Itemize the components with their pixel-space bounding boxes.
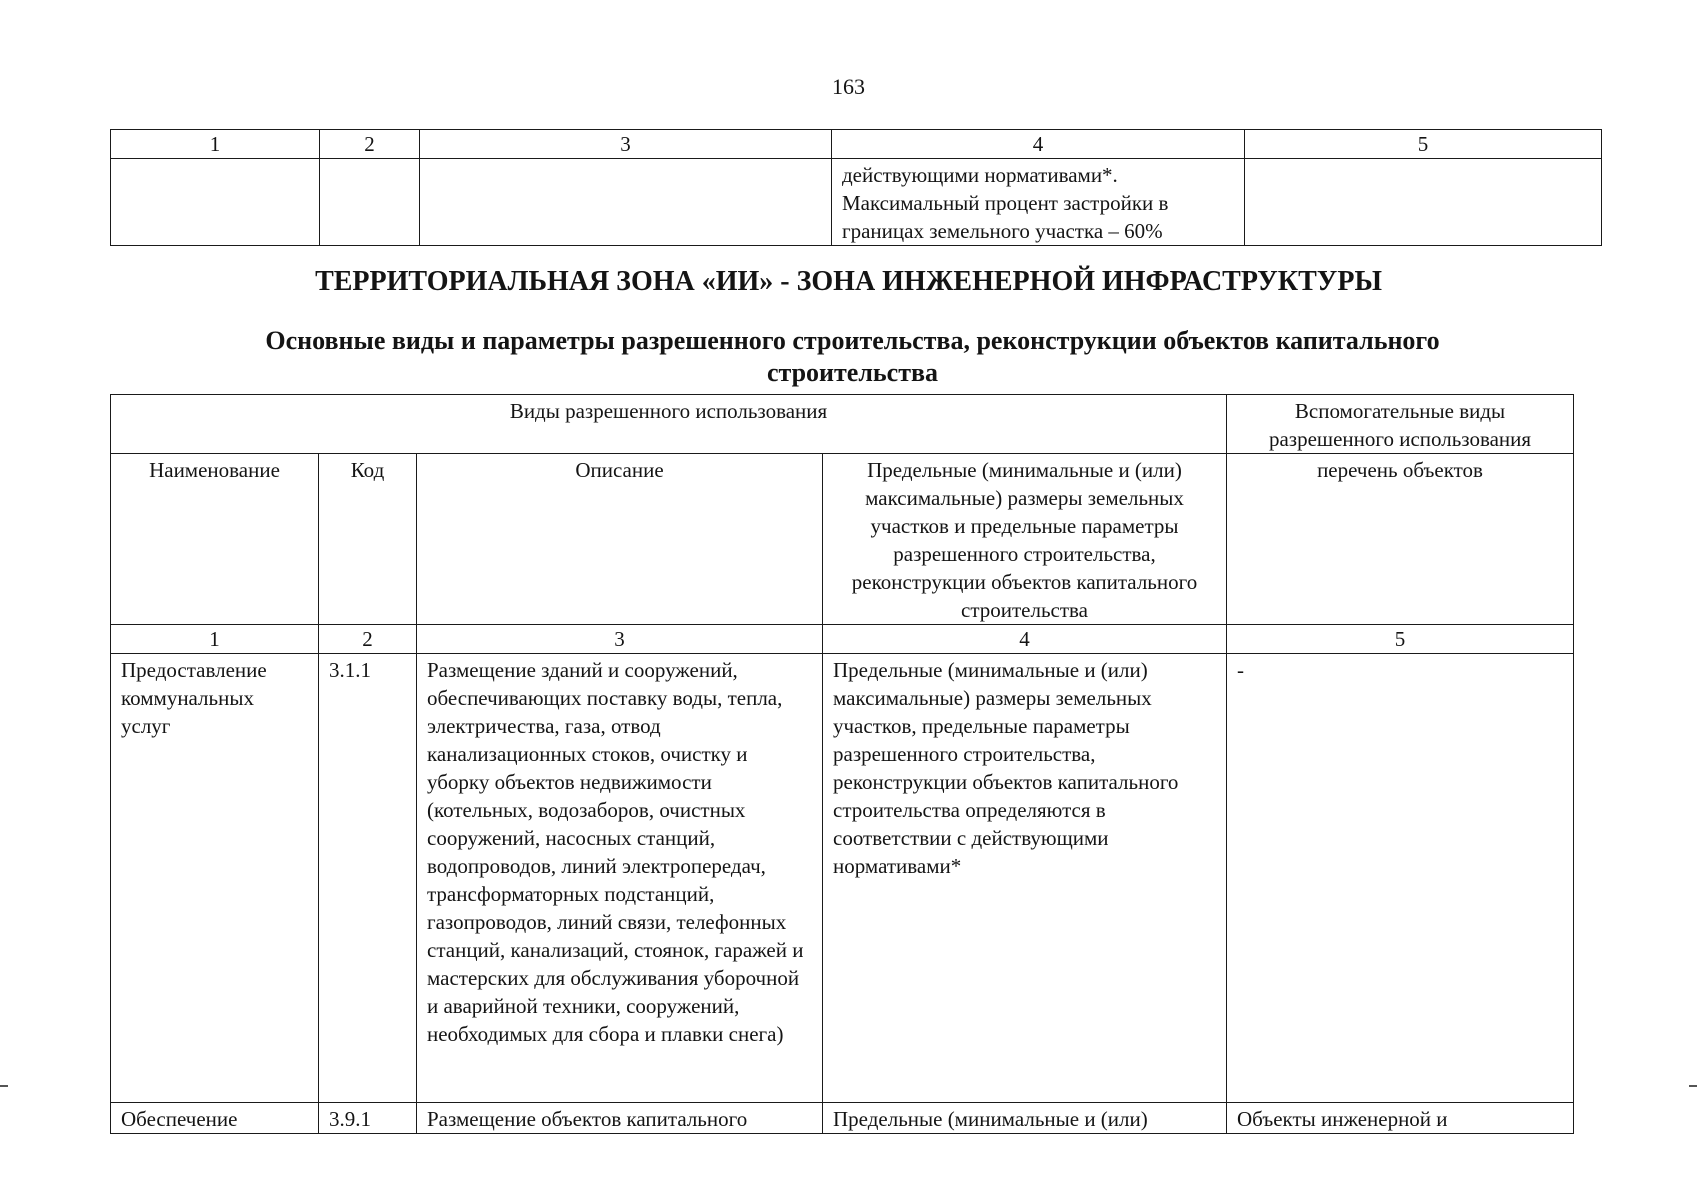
column-number-row — [111, 130, 1602, 159]
column-number-row — [111, 625, 1574, 654]
use-description-cell: Размещение объектов капитального — [417, 1103, 823, 1134]
description-column-header: Описание — [417, 454, 823, 625]
section-subtitle: Основные виды и параметры разрешенного строительства, реконструкции объектов капитального строительства — [265, 326, 1440, 387]
column-header-row — [111, 454, 1574, 625]
table-row — [111, 1103, 1574, 1134]
use-limits-cell: Предельные (минимальные и (или) максимальные) размеры земельных участков, предельные параметры разрешенного строительства, реконструкции объектов капитального строительства определяются в соответствии с действующими нормативами* — [823, 654, 1227, 1103]
use-name-cell: Предоставление коммунальных услуг — [111, 654, 319, 1103]
name-column-header: Наименование — [111, 454, 319, 625]
column-number: 2 — [319, 625, 417, 654]
table-cell — [420, 159, 832, 246]
column-number: 5 — [1245, 130, 1602, 159]
scan-edge-mark — [1689, 1085, 1697, 1087]
table-cell — [111, 159, 320, 246]
table-cell — [1245, 159, 1602, 246]
permitted-uses-header: Виды разрешенного использования — [111, 395, 1227, 454]
group-header-row — [111, 395, 1574, 454]
use-code-cell: 3.1.1 — [319, 654, 417, 1103]
continuation-row — [111, 159, 1602, 246]
code-column-header: Код — [319, 454, 417, 625]
continued-table — [110, 129, 1602, 246]
use-objects-cell: Объекты инженерной и — [1227, 1103, 1574, 1134]
use-name-cell: Обеспечение — [111, 1103, 319, 1134]
page-number: 163 — [832, 74, 865, 99]
table-row — [111, 654, 1574, 1103]
objects-column-header: перечень объектов — [1227, 454, 1574, 625]
zone-table — [110, 394, 1574, 1134]
column-number: 5 — [1227, 625, 1574, 654]
zone-title: ТЕРРИТОРИАЛЬНАЯ ЗОНА «ИИ» - ЗОНА ИНЖЕНЕРНОЙ ИНФРАСТРУКТУРЫ — [315, 266, 1382, 297]
column-number: 3 — [417, 625, 823, 654]
column-number: 2 — [320, 130, 420, 159]
column-number: 1 — [111, 625, 319, 654]
use-objects-cell: - — [1227, 654, 1574, 1103]
auxiliary-uses-header: Вспомогательные виды разрешенного использования — [1227, 395, 1574, 454]
use-limits-cell: Предельные (минимальные и (или) — [823, 1103, 1227, 1134]
column-number: 3 — [420, 130, 832, 159]
column-number: 4 — [823, 625, 1227, 654]
table-cell — [320, 159, 420, 246]
use-code-cell: 3.9.1 — [319, 1103, 417, 1134]
column-number: 4 — [832, 130, 1245, 159]
limits-column-header: Предельные (минимальные и (или) максимальные) размеры земельных участков и предельные параметры разрешенного строительства, реконструкции объектов капитального строительства — [823, 454, 1227, 625]
column-number: 1 — [111, 130, 320, 159]
scan-edge-mark — [0, 1085, 8, 1087]
limits-cell: действующими нормативами*. Максимальный процент застройки в границах земельного участка – 60% — [832, 159, 1245, 246]
use-description-cell: Размещение зданий и сооружений, обеспечивающих поставку воды, тепла, электричества, газа, отвод канализационных стоков, очистку и уборку объектов недвижимости (котельных, водозаборов, очистных сооружений, насосных станций, водопроводов, линий электропередач, трансформаторных подстанций, газопроводов, линий связи, телефонных станций, канализаций, стоянок, гаражей и мастерских для обслуживания уборочной и аварийной техники, сооружений, необходимых для сбора и плавки снега) — [417, 654, 823, 1103]
